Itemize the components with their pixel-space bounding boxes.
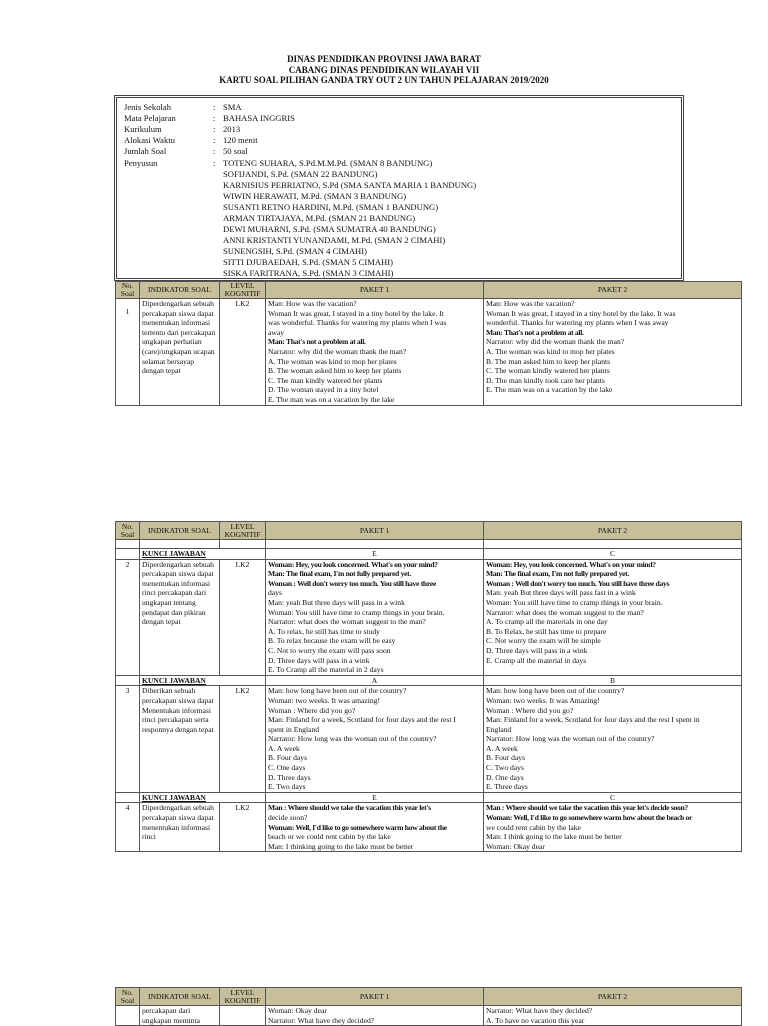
paket1-line: Woman: Hey, you look concerned. What's on your mind?	[268, 559, 438, 569]
answer-option: A. The woman was kind to mop her plates	[268, 356, 397, 366]
penyusun-item: SUSANTI RETNO HARDINI, M.Pd. (SMAN 1 BANDUNG)	[223, 202, 439, 212]
paket2-content	[484, 299, 742, 406]
answer-key-row	[116, 792, 742, 803]
document-header	[0, 54, 768, 86]
paket2-line: Narrator: what does the woman suggest to the man?	[486, 607, 644, 617]
penyusun-item: KARNISIUS PEBRIATNO, S.Pd (SMA SANTA MARIA 1 BANDUNG)	[223, 180, 477, 190]
paket1-line: Man: How was the vacation?	[268, 299, 357, 308]
question-level: LK2	[220, 803, 266, 852]
answer-option: C. Not to worry the exam will pass soon	[268, 645, 391, 655]
paket1-line: Woman : Well don't worry too much. You still have three	[268, 578, 436, 588]
answer-option: B. Four days	[268, 753, 308, 763]
answer-option: C. The woman kindly watered her plants	[486, 366, 610, 376]
answer-option: B. To Relax, he still has time to prepare	[486, 626, 607, 636]
answer-option: A. A week	[486, 743, 518, 753]
paket2-line: Man: how long have been out of the country?	[486, 686, 625, 696]
answer-key-row	[116, 675, 742, 686]
answer-key-paket2: C	[484, 792, 742, 803]
penyusun-item: DEWI MUHARNI, S.Pd. (SMA SUMATRA 40 BANDUNG)	[223, 224, 436, 234]
paket1-line: away	[268, 327, 285, 337]
answer-key-paket2: B	[484, 675, 742, 686]
col-paket2-header: PAKET 2	[484, 282, 742, 299]
question-row	[116, 559, 742, 675]
question-number: 3	[116, 686, 140, 793]
answer-key-label: KUNCI JAWABAN	[140, 675, 266, 686]
answer-option: C. Not worry the exam will be simple	[486, 636, 601, 646]
answer-option: C. One days	[268, 763, 306, 773]
answer-option: A. To have no vacation this year	[486, 1015, 585, 1025]
header-line-2: CABANG DINAS PENDIDIKAN WILAYAH VII	[288, 64, 480, 75]
penyusun-item: SOFIJANDI, S.Pd. (SMAN 22 BANDUNG)	[223, 169, 378, 179]
question-level: LK2	[220, 559, 266, 675]
paket1-line: Narrator: what does the woman suggest to the man?	[268, 617, 426, 627]
paket1-line: Man: Finland for a week, Scotland for four days and the rest I	[268, 715, 456, 725]
answer-key-label: KUNCI JAWABAN	[140, 792, 266, 803]
question-indikator: percakapan dari ungkapan meminta	[140, 1006, 220, 1026]
answer-option: C. Two days	[486, 763, 524, 773]
question-indikator: Diberikan sebuah percakapan siswa dapat Menentukan informasi rinci percakapan serta responnya dengan tepat	[140, 686, 220, 793]
answer-key-paket1: A	[266, 675, 484, 686]
paket1-line: Woman It was great, I stayed in a tiny hotel by the lake. It	[268, 308, 444, 318]
answer-option: B. Four days	[486, 753, 526, 763]
paket1-line: beach or we could rent cabin by the lake	[268, 832, 391, 842]
paket2-line: Woman : Well don't worry too much. You still have three days	[486, 578, 670, 588]
paket1-line: Woman: Well, I'd like to go somewhere warm how about the	[268, 822, 447, 832]
question-indikator: Diperdengarkan sebuah percakapan siswa dapat menentukan informasi tertentu dari percakapan ungkapan perhatian (care)/ungkapan ucapan selamat bersayap dengan tepat	[140, 299, 220, 406]
paket2-line: Woman: Hey, you look concerned. What's on your mind?	[486, 559, 656, 569]
paket1-line: Man: I thinking going to the lake must be better	[268, 841, 414, 851]
col-level-header: LEVEL KOGNITIF	[220, 282, 266, 299]
table-header-row	[116, 522, 742, 540]
answer-option: E. Three days	[486, 782, 528, 792]
table-header-row	[116, 282, 742, 299]
answer-option: E. Cramp all the material in days	[486, 655, 587, 665]
paket1-line: Woman : Where did you go?	[268, 705, 356, 715]
paket2-line: Man: The final exam, I'm not fully prepared yet.	[486, 569, 629, 579]
info-box: Jenis Sekolah : SMA Mata Pelajaran : BAHASA INGGRIS Kurikulum : 2013 Alokasi Waktu : 120 menit Jumlah Soal : 50 soal Penyusun : TOTENG SUHARA, S.Pd.M.M.Pd. (SMAN 8 BANDUNG) SOFIJANDI, S.Pd. (SMAN 22 BANDUNG) KARNISIUS PEBRIATNO, S.Pd (SMA SANTA MARIA 1 BANDUNG) WIWIN HERAWATI, M.Pd. (SMAN 3 BANDUNG) SUSANTI RETNO HARDINI, M.Pd. (SMAN 1 BANDUNG) ARMAN TIRTAJAYA, M.Pd. (SMAN 21 BANDUNG) DEWI MUHARNI, S.Pd. (SMA SUMATRA 40 BANDUNG) ANNI KRISTANTI YUNANDAMI, M.Pd. (SMAN 2 CIMAHI) SUNENGSIH, S.Pd. (SMAN 4 CIMAHI) SITTI DJUBAEDAH, S.Pd. (SMAN 5 CIMAHI) SISKA FARITRANA, S.Pd. (SMAN 3 CIMAHI)	[114, 95, 684, 281]
paket1-line: Man: how long have been out of the country?	[268, 686, 407, 696]
question-row	[116, 299, 742, 406]
paket2-line: Man: That's not a problem at all.	[486, 327, 584, 337]
paket2-line: Man: yeah But three days will pass fast in a wink	[486, 588, 636, 598]
answer-option: D. Three days will pass in a wink	[268, 655, 370, 665]
penyusun-item: WIWIN HERAWATI, M.Pd. (SMAN 3 BANDUNG)	[223, 191, 407, 201]
question-number: 1	[116, 299, 140, 406]
paket2-line: Narrator: why did the woman thank the man?	[486, 337, 625, 347]
col-no-header: No. Soal	[116, 988, 140, 1006]
question-number: 4	[116, 803, 140, 852]
paket2-line: Man: How was the vacation?	[486, 299, 575, 308]
answer-option: A. A week	[268, 743, 300, 753]
question-level: LK2	[220, 299, 266, 406]
paket1-line: Woman: Okay dear	[268, 1006, 327, 1015]
answer-option: D. The man kindly took care her plants	[486, 375, 605, 385]
answer-option: E. The man was on a vacation by the lake	[486, 385, 613, 395]
paket1-content	[266, 803, 484, 852]
paket2-line: Man: Finland for a week, Scotland for four days and the rest I spent in	[486, 715, 700, 725]
col-paket1-header: PAKET 1	[266, 282, 484, 299]
paket1-line: decide soon?	[268, 813, 308, 823]
header-line-1: DINAS PENDIDIKAN PROVINSI JAWA BARAT	[287, 54, 481, 64]
col-no-header: No. Soal	[116, 282, 140, 299]
paket1-line: was wonderful. Thanks for watering my plants when I was	[268, 318, 447, 328]
paket1-line: Man: yeah But three days will pass in a wink	[268, 597, 405, 607]
paket1-line: Woman: You still have time to cramp things in your brain.	[268, 607, 445, 617]
paket2-line: Woman: Well, I'd like to go somewhere warm how about the beach or	[486, 813, 693, 823]
question-level: LK2	[220, 686, 266, 793]
question-indikator: Diperdengarkan sebuah percakapan siswa dapat menentukan informasi rinci	[140, 803, 220, 852]
answer-option: E. The man was on a vacation by the lake	[268, 394, 395, 404]
answer-option: B. The woman asked him to keep her plants	[268, 366, 402, 376]
paket2-content	[484, 1006, 742, 1026]
col-no-header: No. Soal	[116, 522, 140, 540]
penyusun-item: SISKA FARITRANA, S.Pd. (SMAN 3 CIMAHI)	[223, 268, 394, 278]
paket1-line: Narrator: why did the woman thank the man?	[268, 346, 407, 356]
paket1-line: spent in England	[268, 724, 320, 734]
col-indikator-header: INDIKATOR SOAL	[140, 988, 220, 1006]
answer-option: B. The man asked him to keep her plants	[486, 356, 611, 366]
answer-option: D. Three days will pass in a wink	[486, 645, 588, 655]
answer-key-paket2: C	[484, 549, 742, 560]
paket1-line: Woman: two weeks. It was amazing!	[268, 695, 380, 705]
answer-option: D. The woman stayed in a tiny hotel	[268, 385, 379, 395]
paket2-line: England	[486, 724, 512, 734]
paket2-line: Man : Where should we take the vacation this year let's decide soon?	[486, 803, 688, 813]
penyusun-item: SITTI DJUBAEDAH, S.Pd. (SMAN 5 CIMAHI)	[223, 257, 393, 267]
paket2-line: Woman : Where did you go?	[486, 705, 574, 715]
question-row	[116, 1006, 742, 1026]
col-paket2-header: PAKET 2	[484, 988, 742, 1006]
paket1-content	[266, 1006, 484, 1026]
answer-option: A. To cramp all the materials in one day	[486, 617, 608, 627]
paket2-content	[484, 559, 742, 675]
paket1-line: Man: That's not a problem at all.	[268, 337, 366, 347]
paket2-line: Woman: two weeks. It was Amazing!	[486, 695, 600, 705]
paket2-line: Man: I think going to the lake must be better	[486, 832, 622, 842]
paket2-line: wonderful. Thanks for watering my plants when I was away	[486, 318, 669, 328]
question-indikator: Diperdengarkan sebuah percakapan siswa dapat menentukan informasi rinci percakapan dari ungkapan tentang pendapat dan pikiran dengan tepat	[140, 559, 220, 675]
paket2-line: Narrator: How long was the woman out of the country?	[486, 734, 655, 744]
question-number: 2	[116, 559, 140, 675]
answer-option: D. Three days	[268, 772, 311, 782]
col-paket1-header: PAKET 1	[266, 522, 484, 540]
paket1-line: Narrator: What have they decided?	[268, 1015, 375, 1025]
paket2-line: Woman: Okay dear	[486, 841, 545, 851]
paket1-content	[266, 686, 484, 793]
penyusun-item: SUNENGSIH, S.Pd. (SMAN 4 CIMAHI)	[223, 246, 367, 256]
answer-key-paket1: E	[266, 792, 484, 803]
answer-key-paket1: E	[266, 549, 484, 560]
paket1-content	[266, 559, 484, 675]
col-indikator-header: INDIKATOR SOAL	[140, 282, 220, 299]
answer-key-label: KUNCI JAWABAN	[140, 549, 266, 560]
paket1-line: Narrator: How long was the woman out of the country?	[268, 734, 437, 744]
col-level-header: LEVEL KOGNITIF	[220, 988, 266, 1006]
answer-option: A. The woman was kind to mop her plates	[486, 346, 615, 356]
answer-option: A. To relax, he still has time to study	[268, 626, 380, 636]
paket1-line: days	[268, 588, 282, 598]
col-paket1-header: PAKET 1	[266, 988, 484, 1006]
paket2-line: Woman: You still have time to cramp things in your brain.	[486, 597, 663, 607]
col-paket2-header: PAKET 2	[484, 522, 742, 540]
header-line-3: KARTU SOAL PILIHAN GANDA TRY OUT 2 UN TAHUN PELAJARAN 2019/2020	[219, 75, 549, 85]
question-row	[116, 803, 742, 852]
question-table-2	[115, 521, 742, 852]
paket2-line: we could rent cabin by the lake	[486, 822, 581, 832]
col-level-header: LEVEL KOGNITIF	[220, 522, 266, 540]
question-row	[116, 686, 742, 793]
penyusun-item: ANNI KRISTANTI YUNANDAMI, M.Pd. (SMAN 2 CIMAHI)	[223, 235, 446, 245]
paket2-line: Woman It was great, I stayed in a tiny hotel by the lake. It was	[486, 308, 676, 318]
paket1-content	[266, 299, 484, 406]
answer-key-row	[116, 549, 742, 560]
paket1-line: Man: The final exam, I'm not fully prepared yet.	[268, 569, 411, 579]
penyusun-item: TOTENG SUHARA, S.Pd.M.M.Pd. (SMAN 8 BANDUNG)	[223, 158, 433, 168]
paket2-line: Narrator: What have they decided?	[486, 1006, 593, 1015]
question-table-3	[115, 987, 742, 1026]
paket2-content	[484, 686, 742, 793]
table-header-row	[116, 988, 742, 1006]
answer-option: D. One days	[486, 772, 524, 782]
answer-option: C. The man kindly watered her plants	[268, 375, 383, 385]
penyusun-item: ARMAN TIRTAJAYA, M.Pd. (SMAN 21 BANDUNG)	[223, 213, 416, 223]
answer-option: E. To Cramp all the material in 2 days	[268, 665, 384, 675]
answer-option: B. To relax because the exam will be easy	[268, 636, 396, 646]
col-indikator-header: INDIKATOR SOAL	[140, 522, 220, 540]
paket1-line: Man : Where should we take the vacation this year let's	[268, 803, 431, 813]
answer-option: E. Two days	[268, 782, 306, 792]
paket2-content	[484, 803, 742, 852]
spacer-row	[116, 540, 742, 549]
question-table-1	[115, 281, 742, 406]
